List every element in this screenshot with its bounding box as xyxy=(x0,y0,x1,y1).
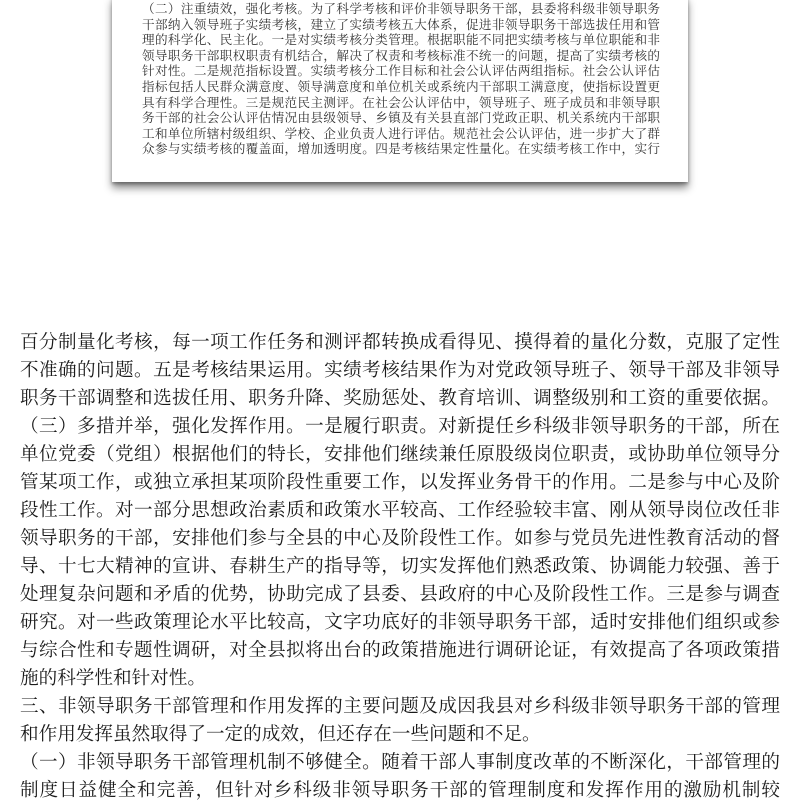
preview-text-line: 针对性。二是规范指标设置。实绩考核分工作目标和社会公认评估两组指标。社会公认评估 xyxy=(142,63,660,79)
body-text-line: 领导职务的干部，安排他们参与全县的中心及阶段性工作。如参与党员先进性教育活动的督 xyxy=(20,528,780,549)
body-text-line: 不准确的问题。五是考核结果运用。实绩考核结果作为对党政领导班子、领导干部及非领导 xyxy=(20,360,780,381)
preview-text-line: 理的科学化、民主化。一是对实绩考核分类管理。根据职能不同把实绩考核与单位职能和非 xyxy=(142,32,660,48)
preview-text-line: （二）注重绩效，强化考核。为了科学考核和评价非领导职务干部，县委将科级非领导职务 xyxy=(142,1,660,16)
document-preview-card xyxy=(112,0,688,182)
body-text-line: 三、非领导职务干部管理和作用发挥的主要问题及成因我县对乡科级非领导职务干部的管理 xyxy=(20,696,780,717)
body-text-line: （一）非领导职务干部管理机制不够健全。随着干部人事制度改革的不断深化，干部管理的 xyxy=(20,752,780,773)
preview-text-line: 具有科学合理性。三是规范民主测评。在社会公认评估中，领导班子、班子成员和非领导职 xyxy=(142,94,660,110)
body-text-line: 百分制量化考核，每一项工作任务和测评都转换成看得见、摸得着的量化分数，克服了定性 xyxy=(20,332,780,353)
body-text-line: 制度日益健全和完善，但针对乡科级非领导职务干部的管理制度和发挥作用的激励机制较 xyxy=(20,780,780,801)
preview-text-line: 务干部的社会公认评估情况由县级领导、乡镇及有关县直部门党政正职、机关系统内干部职 xyxy=(142,110,660,126)
preview-text-line: 工和单位所辖村级组织、学校、企业负责人进行评估。规范社会公认评估，进一步扩大了群 xyxy=(142,125,660,141)
body-text-line: 研究。对一些政策理论水平比较高，文字功底好的非领导职务干部，适时安排他们组织或参 xyxy=(20,612,780,633)
body-text-line: 导、十七大精神的宣讲、春耕生产的指导等，切实发挥他们熟悉政策、协调能力较强、善于 xyxy=(20,556,780,577)
preview-text-line: 众参与实绩考核的覆盖面，增加透明度。四是考核结果定性量化。在实绩考核工作中，实行 xyxy=(142,141,660,157)
body-text-line: 处理复杂问题和矛盾的优势，协助完成了县委、县政府的中心及阶段性工作。三是参与调查 xyxy=(20,584,780,605)
document-body xyxy=(20,329,780,805)
body-text-line: （三）多措并举，强化发挥作用。一是履行职责。对新提任乡科级非领导职务的干部，所在 xyxy=(20,416,780,437)
preview-text-line: 干部纳入领导班子实绩考核，建立了实绩考核五大体系，促进非领导职务干部选拔任用和管 xyxy=(142,16,660,32)
body-text-line: 管某项工作，或独立承担某项阶段性重要工作，以发挥业务骨干的作用。二是参与中心及阶 xyxy=(20,472,780,493)
body-text-line: 段性工作。对一部分思想政治素质和政策水平较高、工作经验较丰富、刚从领导岗位改任非 xyxy=(20,500,780,521)
body-text-line: 职务干部调整和选拔任用、职务升降、奖励惩处、教育培训、调整级别和工资的重要依据。 xyxy=(20,388,780,409)
body-text-line: 与综合性和专题性调研，对全县拟将出台的政策措施进行调研论证，有效提高了各项政策措 xyxy=(20,640,780,661)
preview-text-line: 领导职务干部职权职责有机结合，解决了权责和考核标准不统一的问题，提高了实绩考核的 xyxy=(142,47,660,63)
body-text-line: 施的科学性和针对性。 xyxy=(20,668,206,689)
preview-text-line: 指标包括人民群众满意度、领导满意度和单位机关或系统内干部职工满意度，使指标设置更 xyxy=(142,79,660,94)
body-text-line: 和作用发挥虽然取得了一定的成效，但还存在一些问题和不足。 xyxy=(20,724,541,745)
body-text-line: 单位党委（党组）根据他们的特长，安排他们继续兼任原股级岗位职责，或协助单位领导分 xyxy=(20,444,780,465)
